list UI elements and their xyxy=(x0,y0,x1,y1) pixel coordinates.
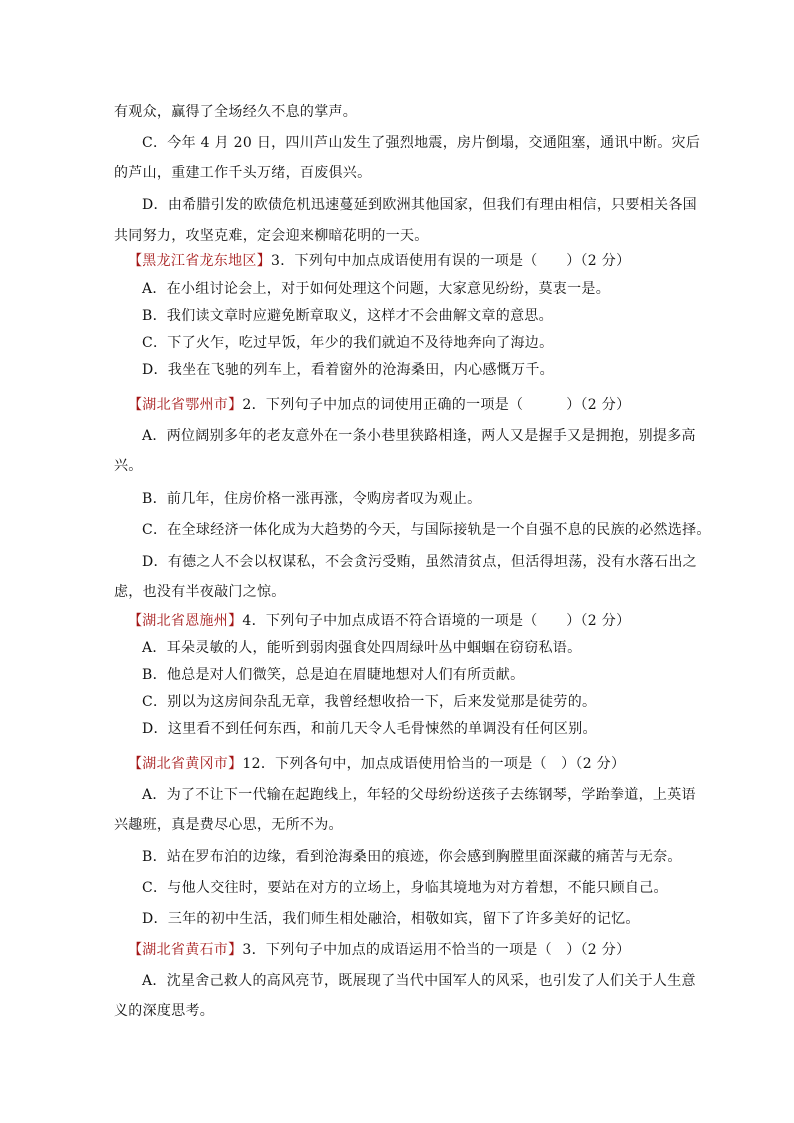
question-stem: 【湖北省黄石市】3．下列句子中加点的成语运用不恰当的一项是（ ）（2 分） xyxy=(128,942,631,958)
option-line: 兴趣班，真是费尽心思，无所不为。 xyxy=(114,817,343,833)
option-line: A．沈星舍己救人的高风亮节，既展现了当代中国军人的风采，也引发了人们关于人生意 xyxy=(142,973,696,989)
option-line: D．这里看不到任何东西，和前几天令人毛骨悚然的单调没有任何区别。 xyxy=(142,721,597,737)
option-line: D．有德之人不会以权谋私，不会贪污受贿，虽然清贫点，但活得坦荡，没有水落石出之 xyxy=(142,554,697,570)
option-line: A．两位阔别多年的老友意外在一条小巷里狭路相逢，两人又是握手又是拥抱，别提多高 xyxy=(142,428,696,444)
option-line: B．他总是对人们微笑，总是迫在眉睫地想对人们有所贡献。 xyxy=(142,667,525,683)
source-tag: 【黑龙江省龙东地区】 xyxy=(128,253,271,269)
option-line: B．我们读文章时应避免断章取义，这样才不会曲解文章的意思。 xyxy=(142,308,553,324)
option-line: 兴。 xyxy=(114,458,143,474)
option-line: C．与他人交往时，要站在对方的立场上，身临其境地为对方着想，不能只顾自己。 xyxy=(142,880,668,896)
option-line: A．耳朵灵敏的人，能听到弱肉强食处四周绿叶丛中蝈蝈在窃窃私语。 xyxy=(142,640,582,656)
text-line: D．由希腊引发的欧债危机迅速蔓延到欧洲其他国家，但我们有理由相信，只要相关各国 xyxy=(142,197,697,213)
option-line: B．站在罗布泊的边缘，看到沧海桑田的痕迹，你会感到胸膛里面深藏的痛苦与无奈。 xyxy=(142,849,682,865)
option-line: 义的深度思考。 xyxy=(114,1003,215,1019)
source-tag: 【湖北省恩施州】 xyxy=(128,613,243,629)
question-stem: 【黑龙江省龙东地区】3．下列句中加点成语使用有误的一项是（ ）（2 分） xyxy=(128,253,631,269)
option-line: C．下了火乍，吃过早饭，年少的我们就迫不及待地奔向了海边。 xyxy=(142,335,554,351)
text-line: 有观众，赢得了全场经久不息的掌声。 xyxy=(114,104,358,120)
option-line: D．三年的初中生活，我们师生相处融洽，相敬如宾，留下了许多美好的记忆。 xyxy=(142,911,640,927)
question-stem: 【湖北省恩施州】4．下列句子中加点成语不符合语境的一项是（ ）（2 分） xyxy=(128,613,631,629)
question-stem: 【湖北省黄冈市】12．下列各句中，加点成语使用恰当的一项是（ ）（2 分） xyxy=(128,756,626,772)
option-line: D．我坐在飞驰的列车上，看着窗外的沧海桑田，内心感慨万千。 xyxy=(142,362,554,378)
option-line: C．别以为这房间杂乱无章，我曾经想收拾一下，后来发觉那是徒劳的。 xyxy=(142,694,597,710)
text-line: 共同努力，攻坚克难，定会迎来柳暗花明的一天。 xyxy=(114,228,429,244)
source-tag: 【湖北省黄冈市】 xyxy=(128,756,243,772)
source-tag: 【湖北省鄂州市】 xyxy=(128,397,243,413)
option-line: C．在全球经济一体化成为大趋势的今天，与国际接轨是一个自强不息的民族的必然选择。 xyxy=(142,522,711,538)
source-tag: 【湖北省黄石市】 xyxy=(128,942,243,958)
option-line: 虑，也没有半夜敲门之惊。 xyxy=(114,584,286,600)
option-line: A．为了不让下一代输在起跑线上，年轻的父母纷纷送孩子去练钢琴，学跆拳道，上英语 xyxy=(142,787,696,803)
option-line: A．在小组讨论会上，对于如何处理这个问题，大家意见纷纷，莫衷一是。 xyxy=(142,281,611,297)
option-line: B．前几年，住房价格一涨再涨，令购房者叹为观止。 xyxy=(142,491,482,507)
question-stem: 【湖北省鄂州市】2．下列句子中加点的词使用正确的一项是（ ）（2 分） xyxy=(128,397,631,413)
text-line: 的芦山，重建工作千头万绪，百废俱兴。 xyxy=(114,165,372,181)
text-line: C．今年 4 月 20 日，四川芦山发生了强烈地震，房片倒塌，交通阻塞，通讯中断。灾后 xyxy=(142,135,701,151)
